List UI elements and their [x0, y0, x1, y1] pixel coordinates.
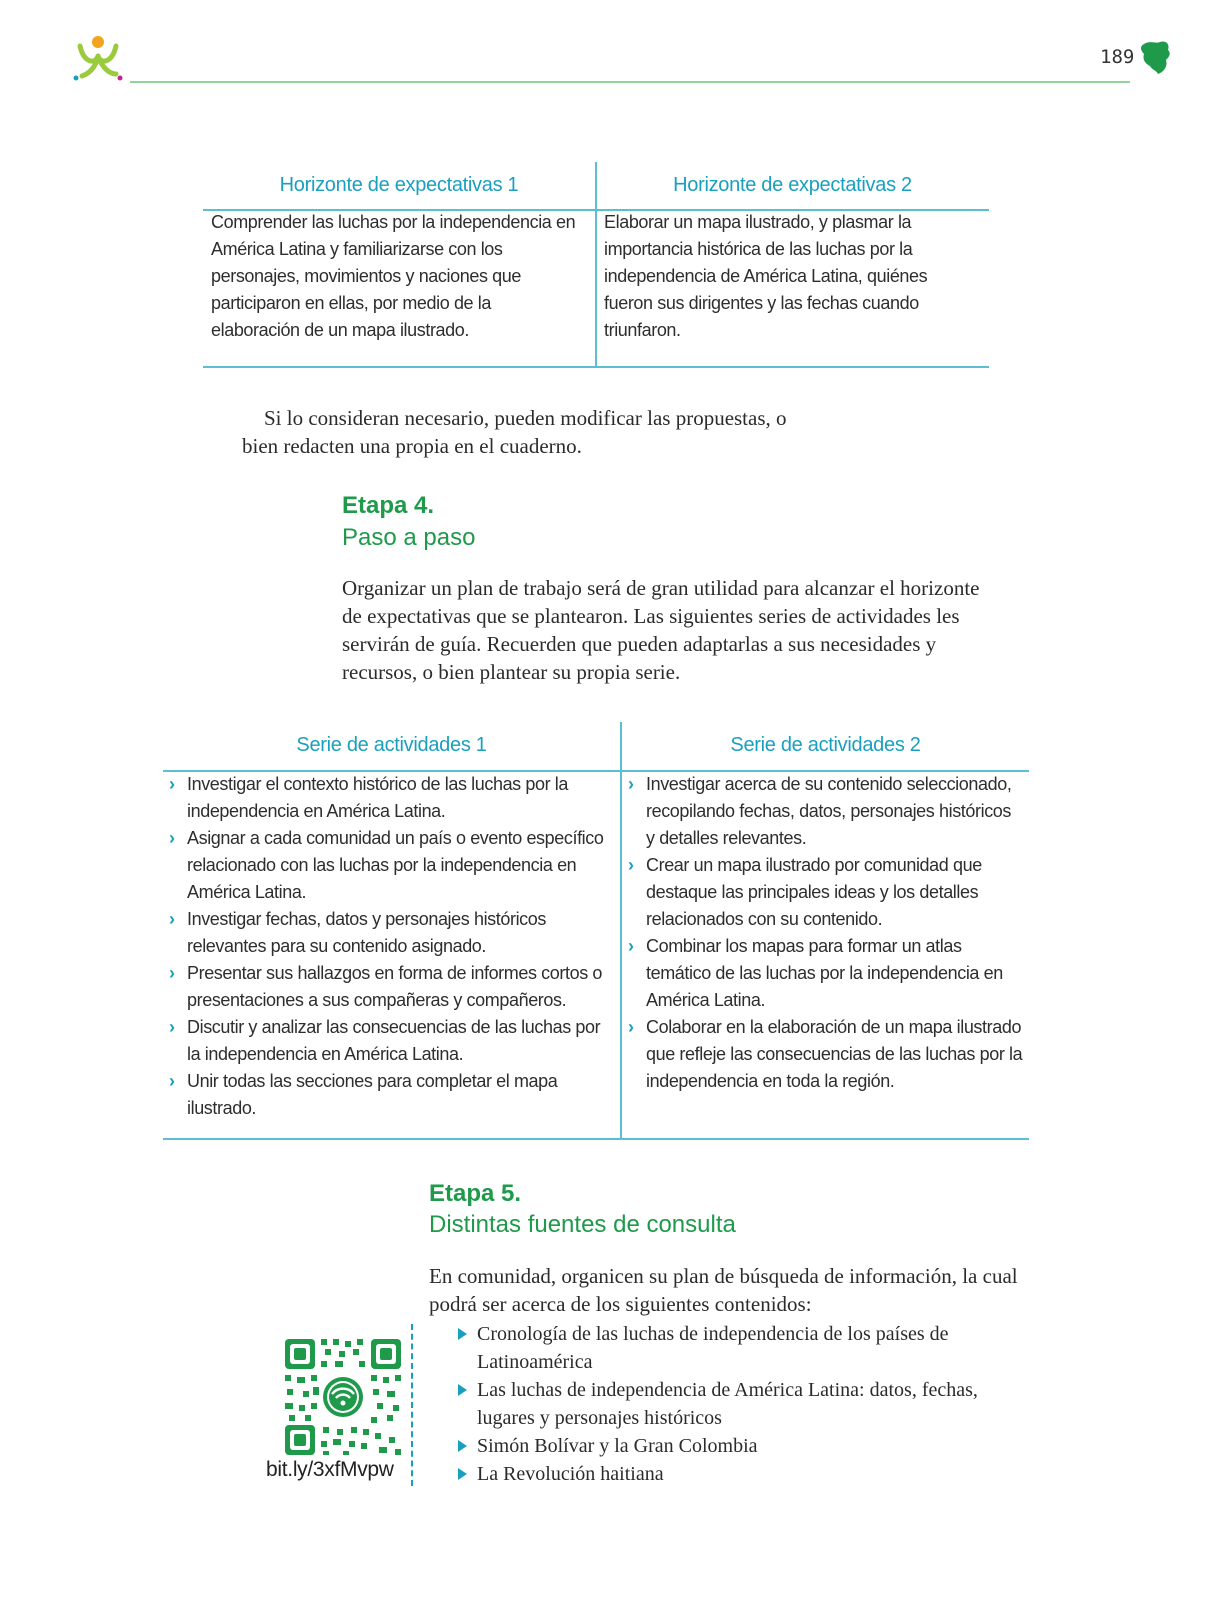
list-item: › Investigar el contexto histórico de las luchas por la independencia en América Latina. [163, 771, 612, 825]
list-item: Cronología de las luchas de independencia de los países de Latinoamérica [455, 1320, 1015, 1376]
stage4-body: Organizar un plan de trabajo será de gran utilidad para alcanzar el horizonte de expectativas que se plantearon. Las siguientes series de actividades les servirán de guía. Recuerden que pueden adaptarlas a sus necesidades y recursos, o bien plantear su propia serie. [342, 576, 980, 684]
note-paragraph: Si lo consideran necesario, pueden modificar las propuestas, o bien redacten una propia en el cuaderno. [242, 406, 787, 458]
list-item: › Investigar acerca de su contenido seleccionado, recopilando fechas, datos, personajes históricos y detalles relevantes. [622, 771, 1023, 852]
qr-code-icon[interactable] [283, 1337, 403, 1457]
list-item: › Combinar los mapas para formar un atlas temático de las luchas por la independencia en América Latina. [622, 933, 1023, 1014]
list-item: › Colaborar en la elaboración de un mapa ilustrado que refleje las consecuencias de las luchas por la independencia en toda la región. [622, 1014, 1023, 1095]
expectations-text-1: Comprender las luchas por la independencia en América Latina y familiarizarse con los personajes, movimientos y naciones que participaron en ellas, por medio de la elaboración de un mapa ilustrado. [211, 212, 576, 340]
stage4-title: Paso a paso [342, 524, 476, 551]
expectations-table [203, 162, 989, 368]
list-item: La Revolución haitiana [455, 1460, 1015, 1488]
list-item: › Asignar a cada comunidad un país o evento específico relacionado con las luchas por la independencia en América Latina. [163, 825, 612, 906]
person-logo-icon [70, 34, 126, 84]
activities-heading-2: Serie de actividades 2 [730, 734, 921, 756]
list-item: › Unir todas las secciones para completar el mapa ilustrado. [163, 1068, 612, 1122]
stage5-list [455, 1320, 1015, 1488]
activities-heading-1: Serie de actividades 1 [296, 734, 487, 756]
expectations-heading-2: Horizonte de expectativas 2 [673, 174, 912, 196]
list-item: › Crear un mapa ilustrado por comunidad que destaque las principales ideas y los detalles relacionados con su contenido. [622, 852, 1023, 933]
expectations-column-1 [203, 162, 595, 344]
stage5-body: En comunidad, organicen su plan de búsqueda de información, la cual podrá ser acerca de los siguientes contenidos: [429, 1264, 1018, 1316]
activities-list-2 [622, 771, 1029, 1095]
activities-column-2 [622, 722, 1029, 1095]
stage5-title: Distintas fuentes de consulta [429, 1211, 736, 1238]
activities-list-1 [163, 771, 620, 1122]
activities-table [163, 722, 1029, 1140]
header-rule [130, 81, 1130, 83]
activities-column-1 [163, 722, 620, 1122]
stage4-label: Etapa 4. [342, 492, 435, 519]
list-item: Las luchas de independencia de América Latina: datos, fechas, lugares y personajes históricos [455, 1376, 1015, 1432]
qr-divider [411, 1324, 413, 1486]
list-item: › Discutir y analizar las consecuencias de las luchas por la independencia en América Latina. [163, 1014, 612, 1068]
list-item: Simón Bolívar y la Gran Colombia [455, 1432, 1015, 1460]
green-map-icon [1138, 38, 1174, 78]
expectations-heading-1: Horizonte de expectativas 1 [279, 174, 519, 196]
list-item: › Presentar sus hallazgos en forma de informes cortos o presentaciones a sus compañeras y compañeros. [163, 960, 612, 1014]
expectations-text-2: Elaborar un mapa ilustrado, y plasmar la importancia histórica de las luchas por la independencia de América Latina, quiénes fueron sus dirigentes y las fechas cuando triunfaron. [604, 212, 928, 340]
page-number: 189 [1100, 46, 1135, 68]
list-item: › Investigar fechas, datos y personajes históricos relevantes para su contenido asignado. [163, 906, 612, 960]
expectations-column-2 [596, 162, 989, 344]
qr-link[interactable]: bit.ly/3xfMvpw [266, 1458, 394, 1481]
stage5-label: Etapa 5. [429, 1180, 522, 1207]
